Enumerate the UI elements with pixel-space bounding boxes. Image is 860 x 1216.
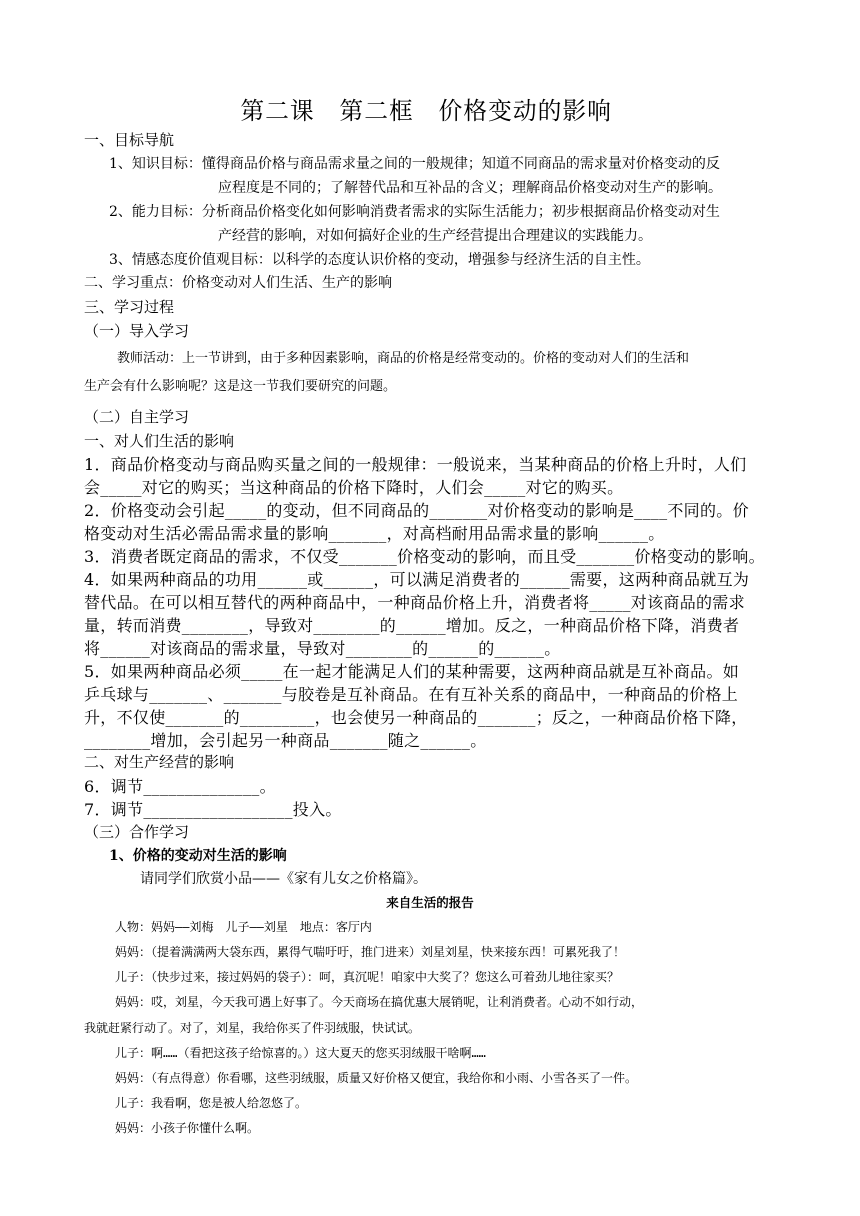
knowledge-goal-line-2: 应程度是不同的；了解替代品和互补品的含义；理解商品价格变动对生产的影响。 xyxy=(218,180,722,196)
question-5-line-1: 5．如果两种商品必须_____在一起才能满足人们的某种需要，这两种商品就是互补商品。如 xyxy=(84,662,740,681)
question-7: 7．调节__________________投入。 xyxy=(84,800,342,819)
cooperation-heading: （三）合作学习 xyxy=(84,823,190,841)
question-3: 3．消费者既定商品的需求，不仅受_______价格变动的影响，而且受_______价格变动的影响。 xyxy=(84,547,765,566)
question-4-line-1: 4．如果两种商品的功用______或______，可以满足消费者的______需要，这两种商品就互为 xyxy=(84,570,750,589)
emotion-goal-line: 3、情感态度价值观目标：以科学的态度认识价格的变动，增强参与经济生活的自主性。 xyxy=(109,252,650,268)
skit-line: 妈妈：哎，刘星，今天我可遇上好事了。今天商场在搞优惠大展销呢，让利消费者。心动不如行动， xyxy=(115,995,644,1009)
cooperation-intro: 请同学们欣赏小品——《家有儿女之价格篇》。 xyxy=(140,871,427,887)
section-key-points: 二、学习重点：价格变动对人们生活、生产的影响 xyxy=(84,275,392,291)
question-1-line-1: 1．商品价格变动与商品购买量之间的一般规律：一般说来，当某种商品的价格上升时，人们 xyxy=(84,455,747,474)
question-2-line-2: 格变动对生活必需品需求量的影响_______，对高档耐用品需求量的影响______。 xyxy=(84,524,665,543)
skit-line: 我就赶紧行动了。对了，刘星，我给你买了件羽绒服，快试试。 xyxy=(84,1021,421,1035)
life-impact-heading: 一、对人们生活的影响 xyxy=(84,432,235,450)
knowledge-goal-line-1: 1、知识目标：懂得商品价格与商品需求量之间的一般规律；知道不同商品的需求量对价格变动的反 xyxy=(109,156,720,172)
question-5-line-4: ________增加，会引起另一种商品_______随之______。 xyxy=(84,731,487,750)
page-title: 第二课 第二框 价格变动的影响 xyxy=(240,97,612,125)
section-process-heading: 三、学习过程 xyxy=(84,298,175,316)
question-1-line-2: 会_____对它的购买；当这种商品的价格下降时，人们会_____对它的购买。 xyxy=(84,478,624,497)
intro-heading: （一）导入学习 xyxy=(84,322,190,340)
intro-paragraph-line-2: 生产会有什么影响呢？这是这一节我们要研究的问题。 xyxy=(84,379,397,394)
production-impact-heading: 二、对生产经营的影响 xyxy=(84,753,235,771)
ability-goal-line-2: 产经营的影响，对如何搞好企业的生产经营提出合理建议的实践能力。 xyxy=(218,228,652,244)
skit-title: 来自生活的报告 xyxy=(386,895,474,910)
skit-line: 儿子：（快步过来，接过妈妈的袋子）：呵，真沉呢！咱家中大奖了？您这么可着劲儿地往家买？ xyxy=(115,970,620,984)
intro-paragraph-line-1: 教师活动：上一节讲到，由于多种因素影响，商品的价格是经常变动的。价格的变动对人们的生活和 xyxy=(117,351,690,366)
question-5-line-3: 升，不仅使_______的_________，也会使另一种商品的_______；反之，一种商品价格下降， xyxy=(84,708,748,727)
question-5-line-2: 乒乓球与_______、_______与胶卷是互补商品。在有互补关系的商品中，一种商品的价格上 xyxy=(84,685,739,704)
skit-line: 妈妈：（提着满满两大袋东西，累得气喘吁吁，推门进来）刘星刘星，快来接东西！可累死我了！ xyxy=(115,945,626,959)
cooperation-subheading: 1、价格的变动对生活的影响 xyxy=(109,848,287,864)
question-4-line-2: 替代品。在可以相互替代的两种商品中，一种商品价格上升，消费者将_____对该商品的需求 xyxy=(84,593,745,612)
skit-line: 妈妈：小孩子你懂什么啊。 xyxy=(115,1121,260,1135)
question-6: 6．调节______________。 xyxy=(84,777,276,796)
self-study-heading: （二）自主学习 xyxy=(84,408,190,426)
skit-line: 儿子：我看啊，您是被人给忽悠了。 xyxy=(115,1096,308,1110)
ability-goal-line-1: 2、能力目标：分析商品价格变化如何影响消费者需求的实际生活能力；初步根据商品价格变动对生 xyxy=(109,204,720,220)
section-goal-heading: 一、目标导航 xyxy=(84,131,175,149)
question-2-line-1: 2．价格变动会引起_____的变动，但不同商品的_______对价格变动的影响是____不同的。价 xyxy=(84,501,749,520)
question-4-line-4: 将______对该商品的需求量，导致对________的______的______。 xyxy=(84,639,561,658)
skit-cast: 人物：妈妈——刘梅 儿子——刘星 地点：客厅内 xyxy=(115,920,372,934)
skit-line: 妈妈：（有点得意）你看哪，这些羽绒服，质量又好价格又便宜，我给你和小雨、小雪各买了一件。 xyxy=(115,1071,638,1085)
skit-line: 儿子：啊……（看把这孩子给惊喜的。）这大夏天的您买羽绒服干啥啊…… xyxy=(115,1046,486,1060)
question-4-line-3: 量，转而消费________，导致对________的______增加。反之，一种商品价格下降，消费者 xyxy=(84,616,740,635)
